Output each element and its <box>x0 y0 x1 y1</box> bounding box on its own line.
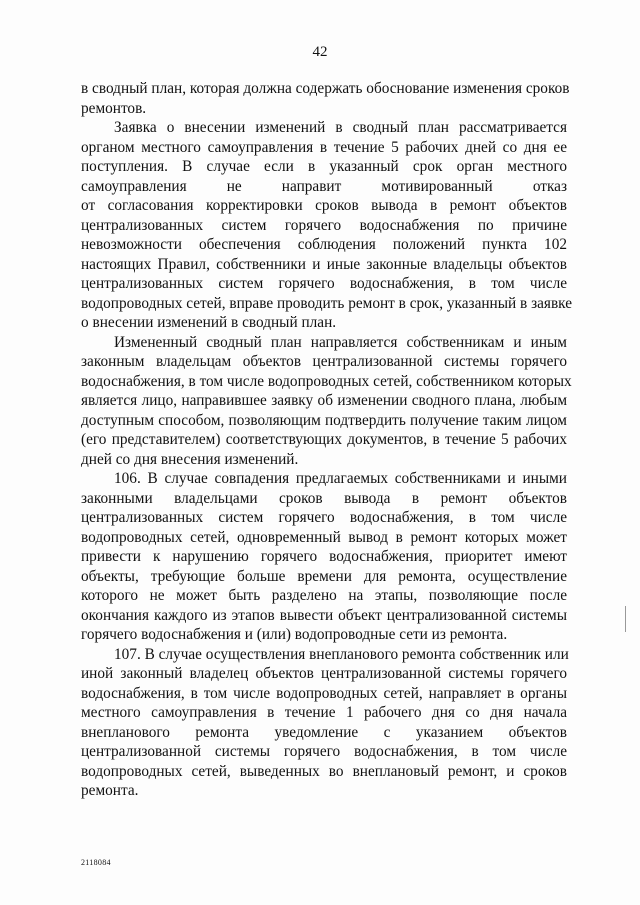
text-line: централизованной системы горячего водоснабжения, в том числе <box>81 743 567 760</box>
text-line: Измененный сводный план направляется собственникам и иным <box>114 333 567 351</box>
text-line: централизованных систем горячего водоснабжения, в том числе <box>81 275 567 292</box>
text-line: законными владельцами сроков вывода в ремонт объектов <box>81 489 567 507</box>
text-line: ремонтов. <box>81 99 147 117</box>
text-line: является лицо, направившее заявку об изменении сводного плана, любым <box>81 392 567 409</box>
paragraph <box>81 118 573 333</box>
text-line: в сводный план, которая должна содержать обоснование изменения сроков <box>81 80 570 97</box>
text-line: поступления. В случае если в указанный срок орган местного <box>81 158 567 175</box>
text-line: водоснабжения, в том числе водопроводных сетей, направляет в органы <box>81 684 567 702</box>
paragraph <box>81 469 567 645</box>
paragraph <box>81 333 572 470</box>
document-code: 2118084 <box>81 858 111 867</box>
text-line: привести к нарушению горячего водоснабжения, приоритет имеют <box>81 548 567 565</box>
text-line: невозможности обеспечения соблюдения положений пункта 102 <box>81 236 567 253</box>
text-line: настоящих Правил, собственники и иные законные владельцы объектов <box>81 255 567 273</box>
page-number: 42 <box>312 44 328 60</box>
text-line: (его представителем) соответствующих документов, в течение 5 рабочих <box>81 431 567 448</box>
text-line: самоуправления не направит мотивированный отказ <box>81 177 567 195</box>
document-body <box>81 79 573 801</box>
text-line: от согласования корректировки сроков вывода в ремонт объектов <box>81 197 567 214</box>
text-line: о внесении изменений в сводный план. <box>81 314 337 331</box>
text-line: объекты, требующие больше времени для ремонта, осуществление <box>81 567 567 585</box>
margin-mark <box>625 606 626 632</box>
text-line: Заявка о внесении изменений в сводный план рассматривается <box>114 119 567 136</box>
text-line: местного самоуправления в течение 1 рабочего дня со дня начала <box>81 704 567 721</box>
text-line: ремонта. <box>81 782 139 799</box>
text-line: органом местного самоуправления в течение 5 рабочих дней со дня ее <box>81 138 567 156</box>
text-line: окончания каждого из этапов вывести объект централизованной системы <box>81 606 567 624</box>
text-line: водопроводных сетей, вправе проводить ремонт в срок, указанный в заявке <box>81 294 573 312</box>
text-line: внепланового ремонта уведомление с указанием объектов <box>81 723 567 741</box>
text-line: водоснабжения, в том числе водопроводных сетей, собственником которых <box>81 372 572 390</box>
paragraph <box>81 645 567 801</box>
text-line: дней со дня внесения изменений. <box>81 450 299 468</box>
text-line: 106. В случае совпадения предлагаемых собственниками и иными <box>114 470 567 487</box>
text-line: законным владельцам объектов централизованной системы горячего <box>81 353 567 370</box>
text-line: иной законный владелец объектов централизованной системы горячего <box>81 665 567 682</box>
text-line: централизованных систем горячего водоснабжения по причине <box>81 216 567 234</box>
text-line: централизованных систем горячего водоснабжения, в том числе <box>81 509 567 526</box>
text-line: горячего водоснабжения и (или) водопроводные сети из ремонта. <box>81 626 508 643</box>
text-line: 107. В случае осуществления внепланового ремонта собственник или <box>114 645 569 663</box>
text-line: водопроводных сетей, выведенных во внеплановый ремонт, и сроков <box>81 762 567 780</box>
text-line: которого не может быть разделено на этапы, позволяющие после <box>81 587 567 604</box>
text-line: доступным способом, позволяющим подтвердить получение таким лицом <box>81 411 567 429</box>
paragraph <box>81 79 570 118</box>
text-line: водопроводных сетей, одновременный вывод в ремонт которых может <box>81 528 567 546</box>
